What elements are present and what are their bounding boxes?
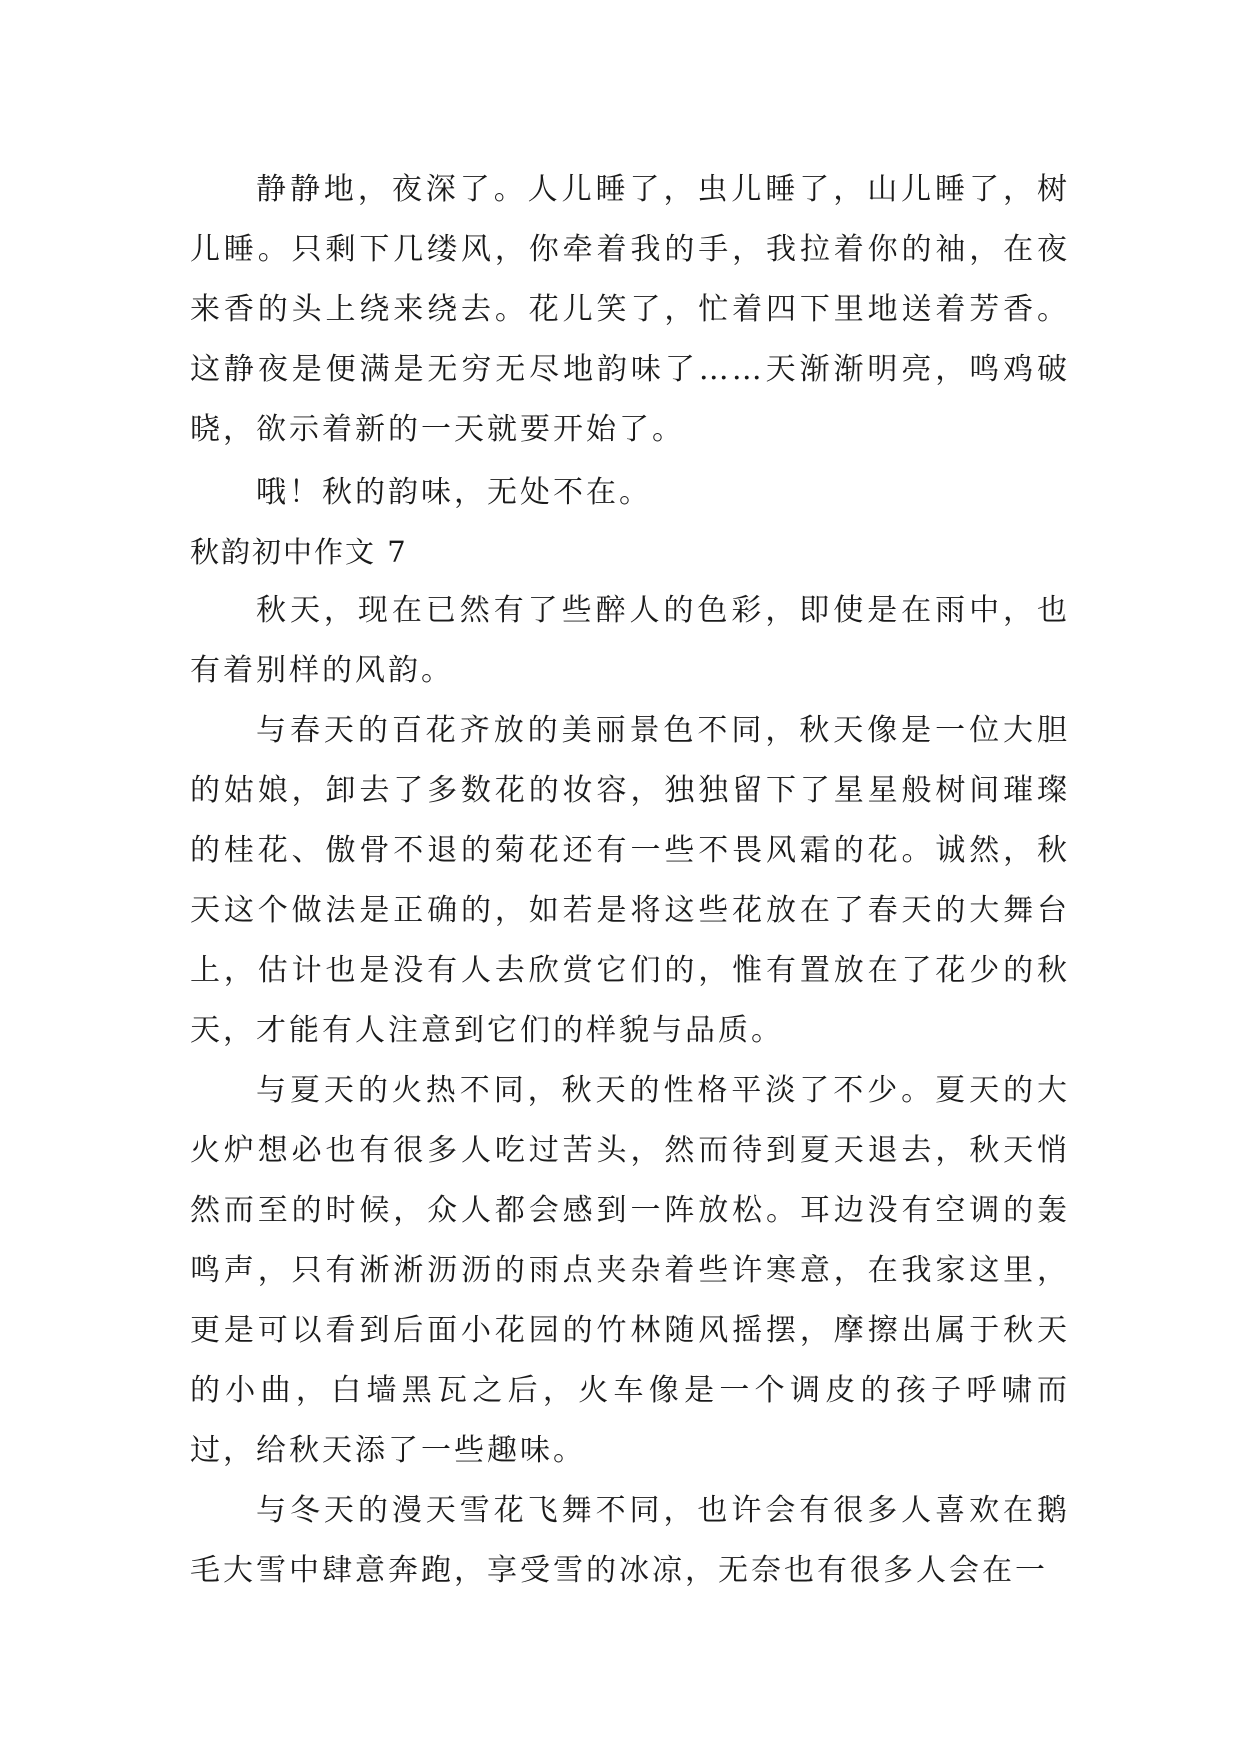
paragraph-autumn-intro: 秋天，现在已然有了些醉人的色彩，即使是在雨中，也有着别样的风韵。 [190,593,1070,688]
paragraph-exclamation: 哦！秋的韵味，无处不在。 [256,475,652,510]
article-body [190,160,1070,1601]
paragraph-night: 静静地，夜深了。人儿睡了，虫儿睡了，山儿睡了，树儿睡。只剩下几缕风，你牵着我的手，我拉着你的袖，在夜来香的头上绕来绕去。花儿笑了，忙着四下里地送着芳香。这静夜是便满是无穷无尽地韵味了……天渐渐明亮，鸣鸡破晓，欲示着新的一天就要开始了。 [190,172,1070,447]
paragraph-summer-compare: 与夏天的火热不同，秋天的性格平淡了不少。夏天的大火炉想必也有很多人吃过苦头，然而待到夏天退去，秋天悄然而至的时候，众人都会感到一阵放松。耳边没有空调的轰鸣声，只有淅淅沥沥的雨点夹杂着些许寒意，在我家这里，更是可以看到后面小花园的竹林随风摇摆，摩擦出属于秋天的小曲，白墙黑瓦之后，火车像是一个调皮的孩子呼啸而过，给秋天添了一些趣味。 [190,1073,1070,1468]
paragraph-winter-compare: 与冬天的漫天雪花飞舞不同，也许会有很多人喜欢在鹅毛大雪中肆意奔跑，享受雪的冰凉，无奈也有很多人会在一 [190,1493,1070,1588]
paragraph-spring-compare: 与春天的百花齐放的美丽景色不同，秋天像是一位大胆的姑娘，卸去了多数花的妆容，独独留下了星星般树间璀璨的桂花、傲骨不退的菊花还有一些不畏风霜的花。诚然，秋天这个做法是正确的，如若是将这些花放在了春天的大舞台上，估计也是没有人去欣赏它们的，惟有置放在了花少的秋天，才能有人注意到它们的样貌与品质。 [190,713,1070,1048]
section-title: 秋韵初中作文 7 [190,535,408,569]
